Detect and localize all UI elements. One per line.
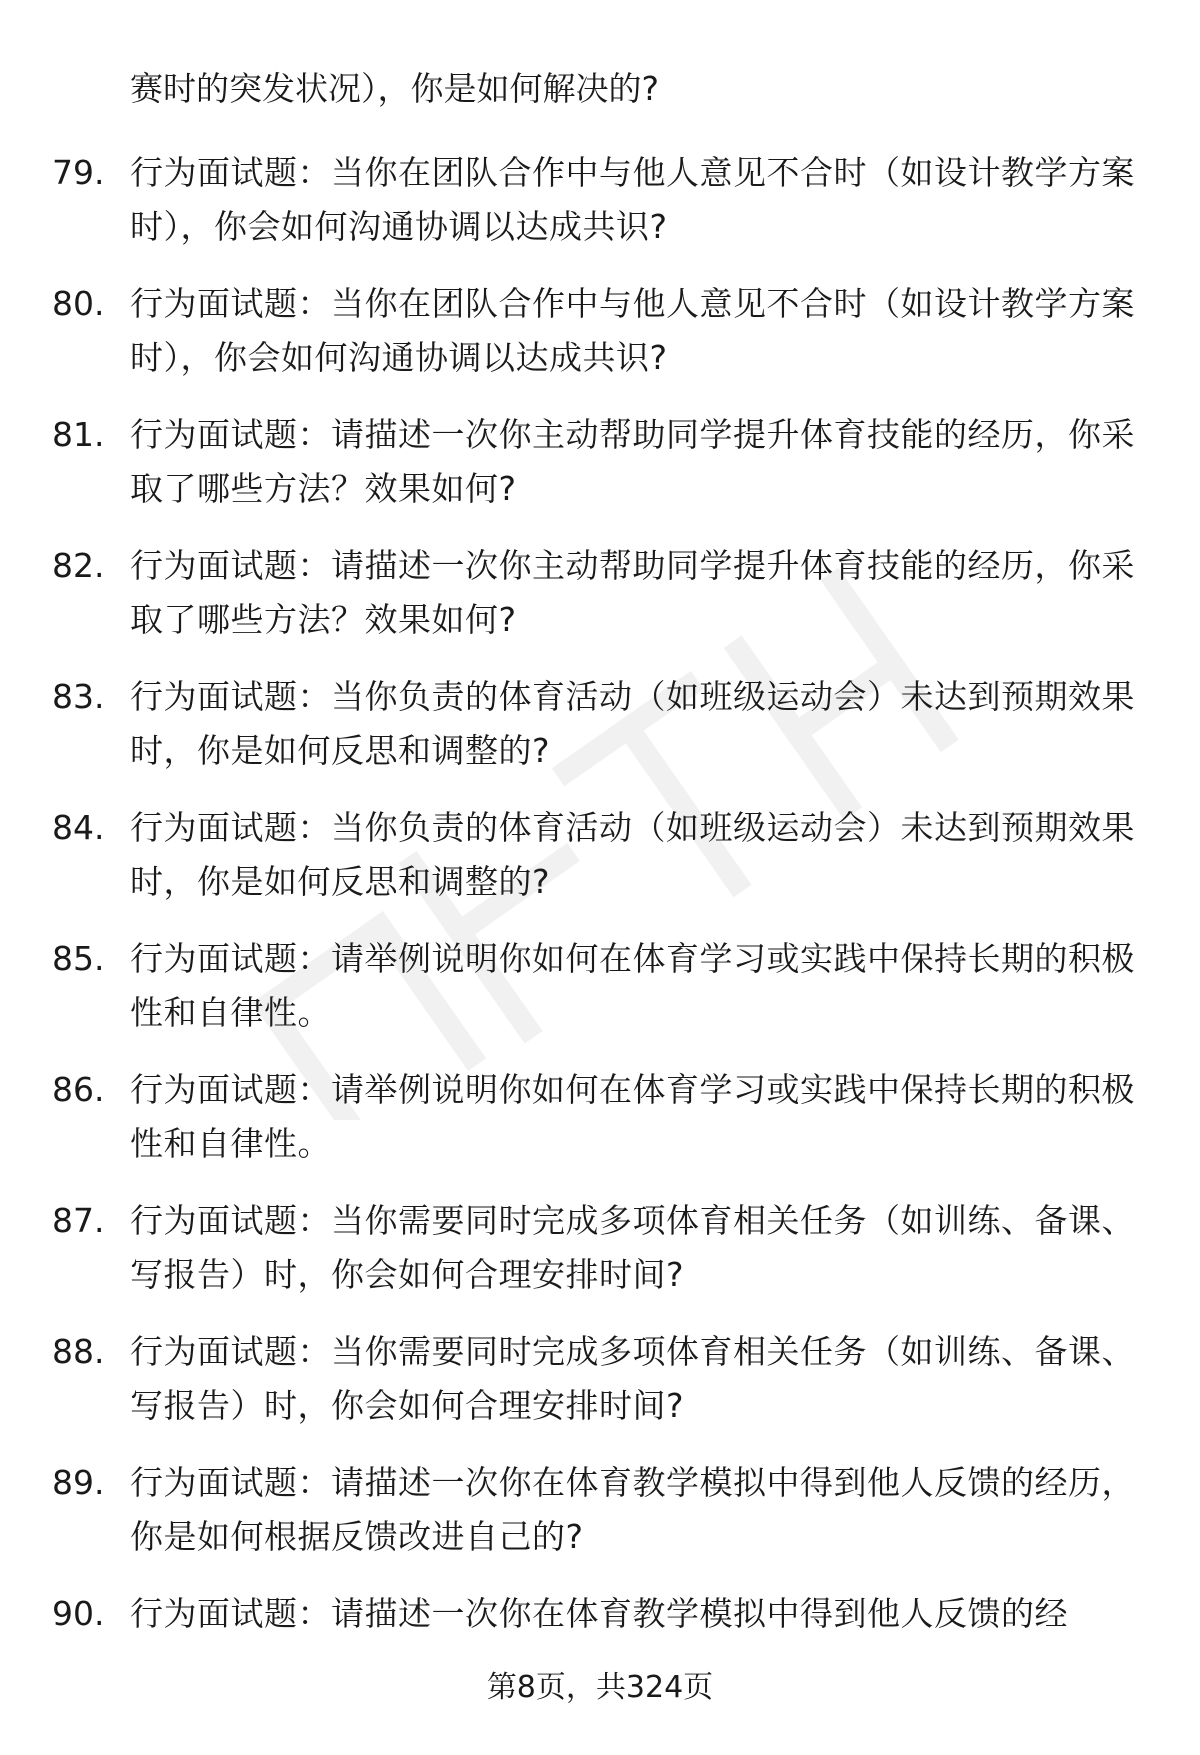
question-text: 行为面试题：请描述一次你主动帮助同学提升体育技能的经历，你采取了哪些方法？效果如何? [130,415,1135,508]
question-number: 83. [52,677,105,716]
question-text: 行为面试题：请举例说明你如何在体育学习或实践中保持长期的积极性和自律性。 [130,939,1135,1032]
list-item [0,402,1200,533]
question-number: 87. [52,1201,105,1240]
page-footer: 第8页，共324页 [486,1670,714,1705]
list-item [0,1057,1200,1188]
question-number: 82. [52,546,105,585]
question-number: 81. [52,415,105,454]
question-list [0,140,1200,1712]
question-text: 行为面试题：当你需要同时完成多项体育相关任务（如训练、备课、写报告）时，你会如何合理安排时间? [130,1201,1135,1294]
question-number: 80. [52,284,105,323]
list-item [0,795,1200,926]
question-text: 行为面试题：当你负责的体育活动（如班级运动会）未达到预期效果时，你是如何反思和调整的? [130,808,1135,901]
list-item [0,664,1200,795]
question-text: 行为面试题：请描述一次你在体育教学模拟中得到他人反馈的经历，你是如何根据反馈改进自己的? [130,1463,1135,1556]
question-number: 88. [52,1332,105,1371]
question-number: 90. [52,1594,105,1633]
list-item [0,533,1200,664]
question-text: 行为面试题：当你需要同时完成多项体育相关任务（如训练、备课、写报告）时，你会如何合理安排时间? [130,1332,1135,1425]
question-number: 89. [52,1463,105,1502]
question-text: 行为面试题：请描述一次你在体育教学模拟中得到他人反馈的经 [130,1594,1068,1633]
question-number: 85. [52,939,105,978]
question-text: 行为面试题：当你在团队合作中与他人意见不合时（如设计教学方案时），你会如何沟通协调以达成共识? [130,284,1135,377]
list-item [0,1319,1200,1450]
list-item [0,1450,1200,1581]
question-text: 行为面试题：当你负责的体育活动（如班级运动会）未达到预期效果时，你是如何反思和调整的? [130,677,1135,770]
list-item [0,926,1200,1057]
question-number: 79. [52,153,105,192]
list-item [0,140,1200,271]
question-text: 行为面试题：请举例说明你如何在体育学习或实践中保持长期的积极性和自律性。 [130,1070,1135,1163]
list-item [0,1188,1200,1319]
question-text: 行为面试题：请描述一次你主动帮助同学提升体育技能的经历，你采取了哪些方法？效果如何? [130,546,1135,639]
question-text: 行为面试题：当你在团队合作中与他人意见不合时（如设计教学方案时），你会如何沟通协调以达成共识? [130,153,1135,246]
list-item [0,271,1200,402]
continued-question-fragment: 赛时的突发状况），你是如何解决的? [130,69,660,108]
question-number: 86. [52,1070,105,1109]
question-number: 84. [52,808,105,847]
